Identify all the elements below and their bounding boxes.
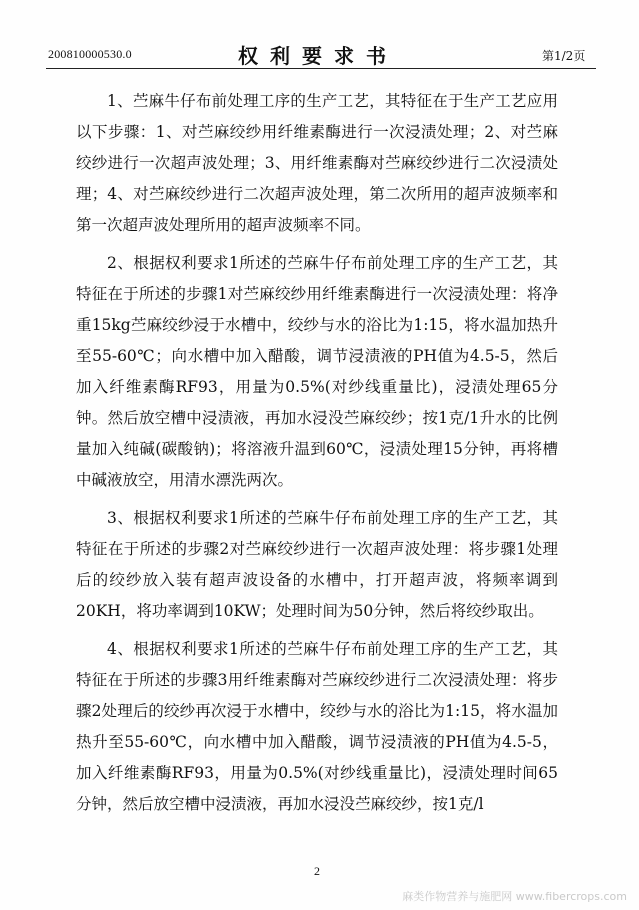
document-title: 权利要求书 bbox=[238, 44, 398, 68]
footer-page-number: 2 bbox=[314, 864, 320, 878]
document-number: 200810000530.0 bbox=[48, 47, 132, 61]
watermark bbox=[402, 890, 627, 904]
watermark-line-2: www.fibercrops.com bbox=[515, 890, 627, 903]
claims-body bbox=[76, 86, 558, 827]
watermark-line-1: 麻类作物营养与施肥网 bbox=[402, 890, 513, 903]
page-indicator: 第1/2页 bbox=[542, 49, 586, 63]
header-divider bbox=[46, 68, 596, 69]
claim-3: 3、根据权利要求1所述的苎麻牛仔布前处理工序的生产工艺，其特征在于所述的步骤2对苎麻绞纱进行一次超声波处理：将步骤1处理后的绞纱放入装有超声波设备的水槽中，打开超声波，将频率调到20KH，将功率调到10KW；处理时间为50分钟，然后将绞纱取出。 bbox=[76, 509, 558, 620]
claim-1: 1、苎麻牛仔布前处理工序的生产工艺，其特征在于生产工艺应用以下步骤：1、对苎麻绞纱用纤维素酶进行一次浸渍处理；2、对苎麻绞纱进行一次超声波处理；3、用纤维素酶对苎麻绞纱进行二次浸渍处理；4、对苎麻绞纱进行二次超声波处理，第二次所用的超声波频率和第一次超声波处理所用的超声波频率不同。 bbox=[76, 92, 558, 234]
claim-4: 4、根据权利要求1所述的苎麻牛仔布前处理工序的生产工艺，其特征在于所述的步骤3用纤维素酶对苎麻绞纱进行二次浸渍处理：将步骤2处理后的绞纱再次浸于水槽中，绞纱与水的浴比为1:15，将水温加热升至55-60℃，向水槽中加入醋酸，调节浸渍液的PH值为4.5-5，加入纤维素酶RF93，用量为0.5%(对纱线重量比)，浸渍处理时间65分钟，然后放空槽中浸渍液，再加水浸没苎麻绞纱，按1克/l bbox=[76, 640, 558, 813]
claim-2: 2、根据权利要求1所述的苎麻牛仔布前处理工序的生产工艺，其特征在于所述的步骤1对苎麻绞纱用纤维素酶进行一次浸渍处理：将净重15kg苎麻绞纱浸于水槽中，绞纱与水的浴比为1:15，将水温加热升至55-60℃；向水槽中加入醋酸，调节浸渍液的PH值为4.5-5，然后加入纤维素酶RF93，用量为0.5%(对纱线重量比)，浸渍处理65分钟。然后放空槽中浸渍液，再加水浸没苎麻绞纱；按1克/1升水的比例量加入纯碱(碳酸钠)；将溶液升温到60℃，浸渍处理15分钟，再将槽中碱液放空，用清水漂洗两次。 bbox=[76, 254, 558, 489]
